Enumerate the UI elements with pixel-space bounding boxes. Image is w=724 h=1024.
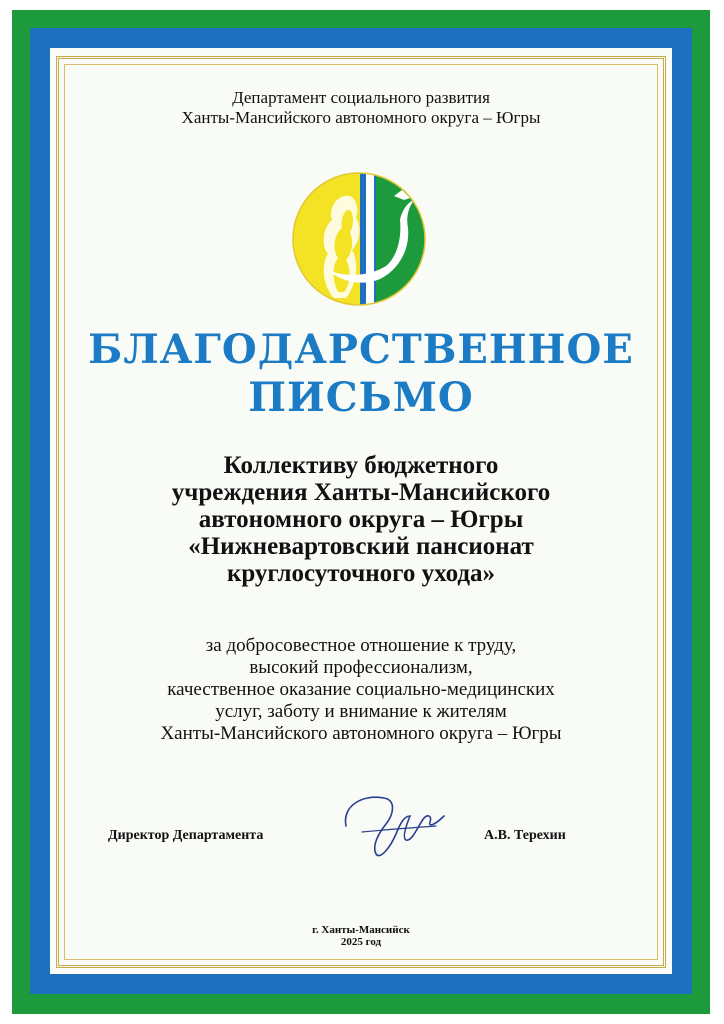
recipient-line: круглосуточного ухода» [226,560,496,587]
signer-name: А.В. Терехин [484,828,566,843]
reason-line: за добросовестное отношение к труду, [205,635,517,656]
department-line-1: Департамент социального развития [232,88,490,107]
city-label: г. Ханты-Мансийск [312,924,410,936]
reason-line: качественное оказание социально-медицинских [167,679,555,700]
reason-line: услуг, заботу и внимание к жителям [215,701,507,722]
reason-line: Ханты-Мансийского автономного округа – Югры [160,723,562,744]
title-line-1: БЛАГОДАРСТВЕННОЕ [88,326,634,373]
department-line-2: Ханты-Мансийского автономного округа – Югры [181,108,541,127]
reason-line: высокий профессионализм, [249,657,473,678]
recipient-block [64,452,658,587]
recipient-line: Коллективу бюджетного [223,452,499,479]
place-and-date [64,924,658,948]
title-line-2: ПИСЬМО [248,374,474,421]
recipient-line: автономного округа – Югры [198,506,524,533]
recipient-line: «Нижневартовский пансионат [188,533,534,560]
signer-position: Директор Департамента [108,828,264,843]
department-header [64,88,658,128]
certificate-content [64,64,658,960]
signature-row [64,816,658,876]
ugra-emblem-icon [290,170,428,308]
handwritten-signature-icon [332,786,452,866]
document-title [64,326,658,422]
year-label: 2025 год [340,936,382,948]
reason-block [64,635,658,745]
recipient-line: учреждения Ханты-Мансийского [171,479,551,506]
